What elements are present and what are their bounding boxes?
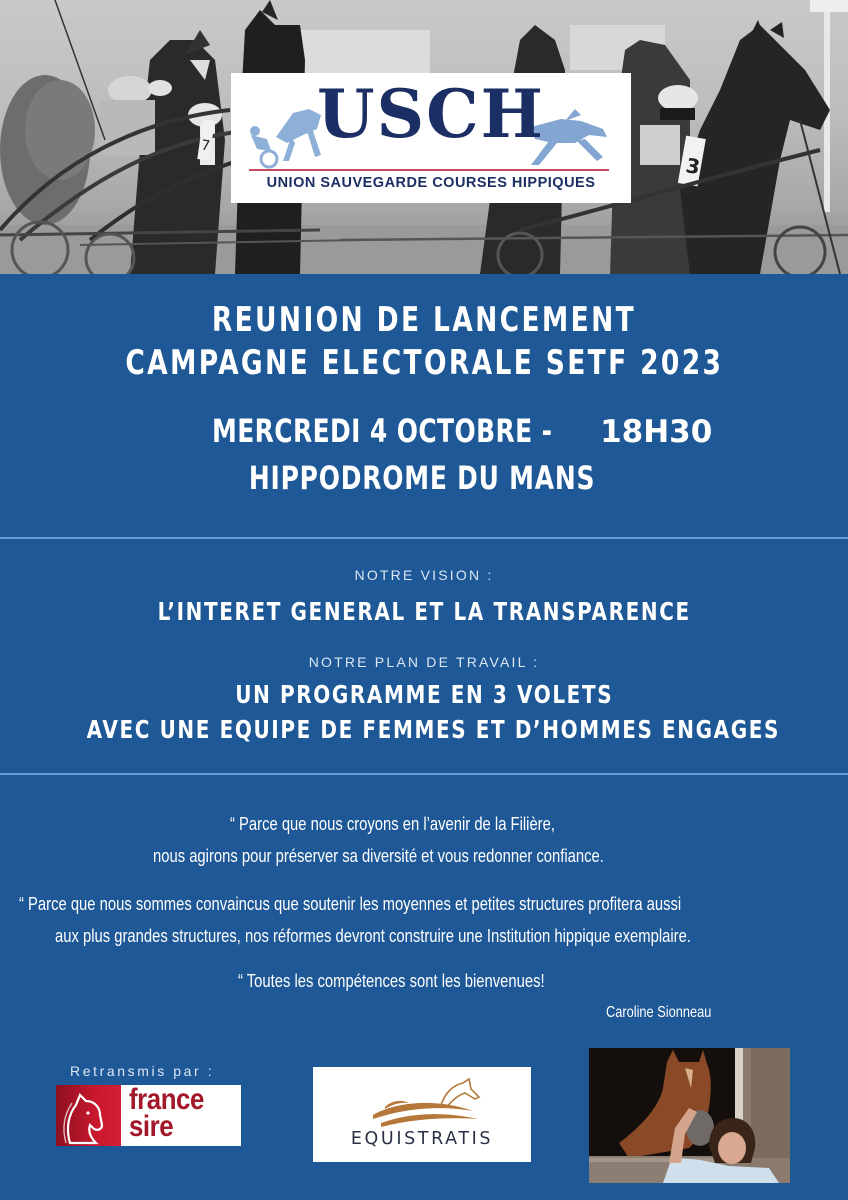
portrait-photo [589,1048,790,1183]
vision-text: L’INTERET GENERAL ET LA TRANSPARENCE [157,597,691,626]
event-title-line1: REUNION DE LANCEMENT [211,300,637,340]
usch-subtitle: UNION SAUVEGARDE COURSES HIPPIQUES [266,175,596,191]
france-sire-line2: sire [129,1110,174,1143]
quote-1-line2: nous agirons pour préserver sa diversité et vous redonner confiance. [153,845,604,866]
plan-text-line2: AVEC UNE EQUIPE DE FEMMES ET D’HOMMES ENGAGES [86,715,781,744]
plan-label: NOTRE PLAN DE TRAVAIL : [308,654,540,670]
event-time: 18H30 [600,414,713,450]
woman-with-horse-image [589,1048,790,1183]
quote-1-line1: “ Parce que nous croyons en l’avenir de la Filière, [230,813,555,834]
number-plate-7: 7 [200,137,212,155]
equistratis-wordmark: EQUISTRATIS [350,1129,494,1149]
event-venue: HIPPODROME DU MANS [248,459,596,497]
quote-2-line1: “ Parce que nous sommes convaincus que soutenir les moyennes et petites structures profitera aussi [19,893,682,914]
logo-rule [249,169,609,171]
hero-photo [0,0,848,274]
plan-text-line1: UN PROGRAMME EN 3 VOLETS [235,680,613,709]
broadcast-label: Retransmis par : [70,1063,215,1079]
vision-label: NOTRE VISION : [354,567,494,583]
france-sire-line1: france [129,1085,204,1116]
divider [0,537,848,539]
equistratis-logo [313,1067,531,1162]
france-sire-logo [56,1085,241,1146]
number-plate-3: 3 [683,153,702,180]
usch-wordmark: USCH [316,75,546,153]
signature: Caroline Sionneau [606,1004,712,1021]
event-title-line2: CAMPAGNE ELECTORALE SETF 2023 [125,343,723,383]
event-date: MERCREDI 4 OCTOBRE - [211,412,553,450]
divider [0,773,848,775]
event-date-time [14,412,848,450]
quote-3: “ Toutes les compétences sont les bienvenues! [238,970,545,991]
usch-logo [231,73,631,203]
quote-2-line2: aux plus grandes structures, nos réformes devront construire une Institution hippique exemplaire. [55,925,691,946]
horse-head-icon [56,1085,121,1146]
